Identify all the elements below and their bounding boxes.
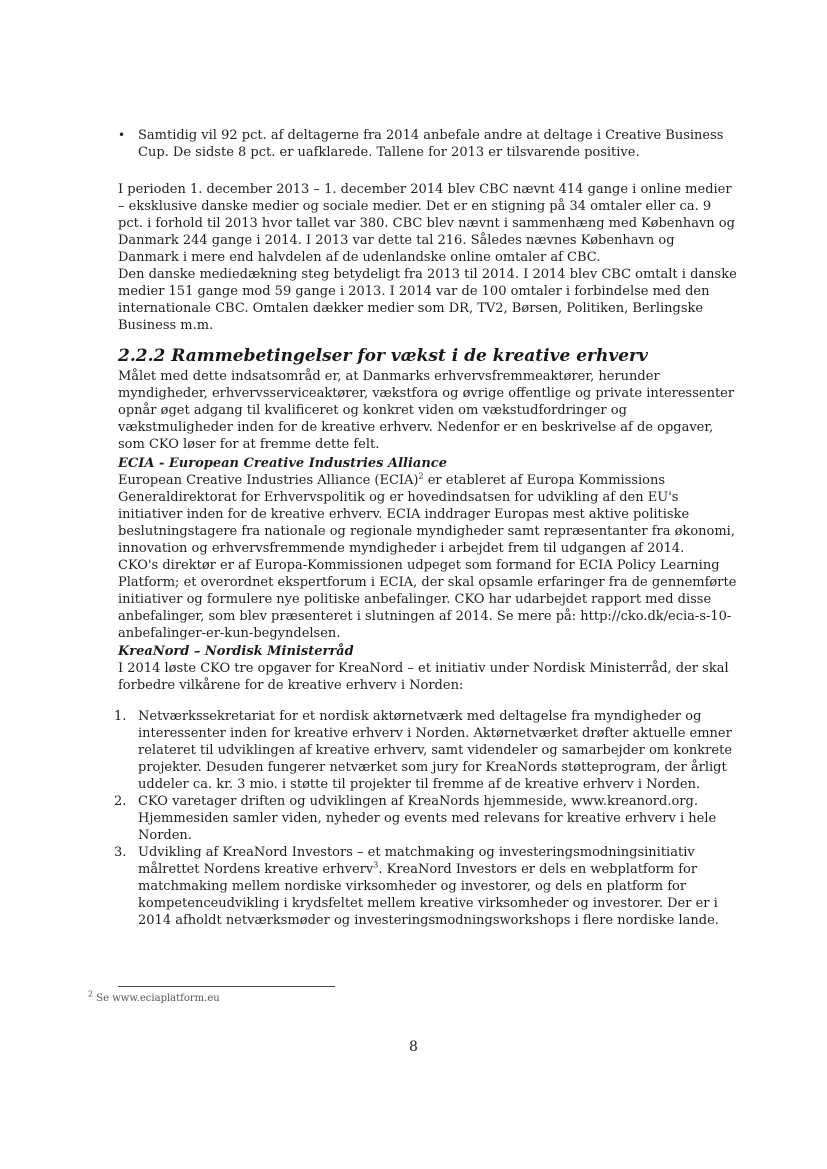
footnote-ref-3: 3 [373, 860, 379, 870]
footnote-divider [118, 986, 335, 987]
list-item-number: 3. [114, 845, 127, 860]
bullet-marker: • [118, 128, 126, 142]
paragraph-danish-media: Den danske mediedækning steg betydeligt fra 2013 til 2014. I 2014 blev CBC omtalt i danske medier 151 gange mod 59 gange i 2013. I 2014 var de 100 omtaler i forbindelse med den internationale CBC. Omtalen dækker medier som DR, TV2, Børsen, Politiken, Berlingske Business m.m. [118, 267, 737, 333]
page-number: 8 [409, 1039, 418, 1055]
kreanord-heading: KreaNord – Nordisk Ministerråd [118, 644, 354, 659]
ecia-p1-text: European Creative Industries Alliance (ECIA) [118, 473, 419, 488]
list-item [114, 708, 738, 793]
ecia-heading: ECIA - European Creative Industries Alliance [118, 456, 447, 471]
ecia-p1-rest: er etableret af Europa Kommissions Generaldirektorat for Erhvervspolitik og er hovedindsatsen for udvikling af den EU's initiativer inden for de kreative erhverv. ECIA inddrager Europas mest aktive politiske beslutningstagere fra nationale og regionale myndigheder samt repræsentanter fra økonomi, innovation og erhvervsfremmende myndigheder i arbejdet frem til udgangen af 2014. [118, 473, 735, 556]
footnote-text: Se www.eciaplatform.eu [93, 993, 220, 1004]
footnote-ref-2: 2 [418, 471, 424, 481]
ecia-paragraph-1 [118, 472, 738, 557]
bullet-item [118, 127, 738, 161]
list-item [114, 793, 738, 844]
kreanord-task-list [114, 708, 738, 929]
paragraph-online-media: I perioden 1. december 2013 – 1. december 2014 blev CBC nævnt 414 gange i online medier – eksklusive danske medier og sociale medier. Det er en stigning på 34 omtaler eller ca. 9 pct. i forhold til 2013 hvor tallet var 380. CBC blev nævnt i sammenhæng med København og Danmark 244 gange i 2014. I 2013 var dette tal 216. Således nævnes København og Danmark i mere end halvdelen af de udenlandske online omtaler af CBC. [118, 182, 735, 265]
ecia-paragraph-2: CKO's direktør er af Europa-Kommissionen udpeget som formand for ECIA Policy Learning Platform; et overordnet ekspertforum i ECIA, der skal opsamle erfaringer fra de gennemførte initiativer og formulere nye politiske anbefalinger. CKO har udarbejdet rapport med disse anbefalinger, som blev præsenteret i slutningen af 2014. Se mere på: http://cko.dk/ecia-s-10-anbefalinger-er-kun-begyndelsen. [118, 558, 737, 641]
list-item-number: 1. [114, 709, 127, 724]
list-item-text: CKO varetager driften og udviklingen af KreaNords hjemmeside, www.kreanord.org. Hjemmesiden samler viden, nyheder og events med relevans for kreative erhverv i hele Norden. [138, 794, 717, 843]
section-intro: Målet med dette indsatsområd er, at Danmarks erhvervsfremmeaktører, herunder myndigheder, erhvervsserviceaktører, vækstfora og øvrige offentlige og private interessenter opnår øget adgang til kvalificeret og konkret viden om vækstudfordringer og vækstmuligheder inden for de kreative erhverv. Nedenfor er en beskrivelse af de opgaver, som CKO løser for at fremme dette felt. [118, 369, 735, 452]
section-heading: 2.2.2 Rammebetingelser for vækst i de kreative erhverv [118, 346, 648, 366]
list-item-text: Netværkssekretariat for et nordisk aktørnetværk med deltagelse fra myndigheder og interessenter inden for kreative erhverv i Norden. Aktørnetværket drøfter aktuelle emner relateret til udviklingen af kreative erhverv, samt videndeler og samarbejder om konkrete projekter. Desuden fungerer netværket som jury for KreaNords støtteprogram, der årligt uddeler ca. kr. 3 mio. i støtte til projekter til fremme af de kreative erhverv i Norden. [138, 709, 733, 792]
list-item-number: 2. [114, 794, 127, 809]
bullet-text: Samtidig vil 92 pct. af deltagerne fra 2014 anbefale andre at deltage i Creative Business Cup. De sidste 8 pct. er uafklarede. Tallene for 2013 er tilsvarende positive. [138, 128, 724, 160]
list-item-text-rest: . KreaNord Investors er dels en webplatform for matchmaking mellem nordiske virksomheder og investorer, og dels en platform for kompetenceudvikling i krydsfeltet mellem kreative virksomheder og investorer. Der er i 2014 afholdt netværksmøder og investeringsmodningsworkshops i flere nordiske lande. [138, 862, 719, 928]
footnote-marker: 2 [88, 989, 94, 999]
footnote [88, 989, 220, 1005]
list-item [114, 844, 738, 929]
list-item-text: Udvikling af KreaNord Investors – et matchmaking og investeringsmodningsinitiativ målrettet Nordens kreative erhverv [138, 845, 695, 877]
kreanord-intro: I 2014 løste CKO tre opgaver for KreaNord – et initiativ under Nordisk Ministerråd, der skal forbedre vilkårene for de kreative erhverv i Norden: [118, 661, 729, 693]
